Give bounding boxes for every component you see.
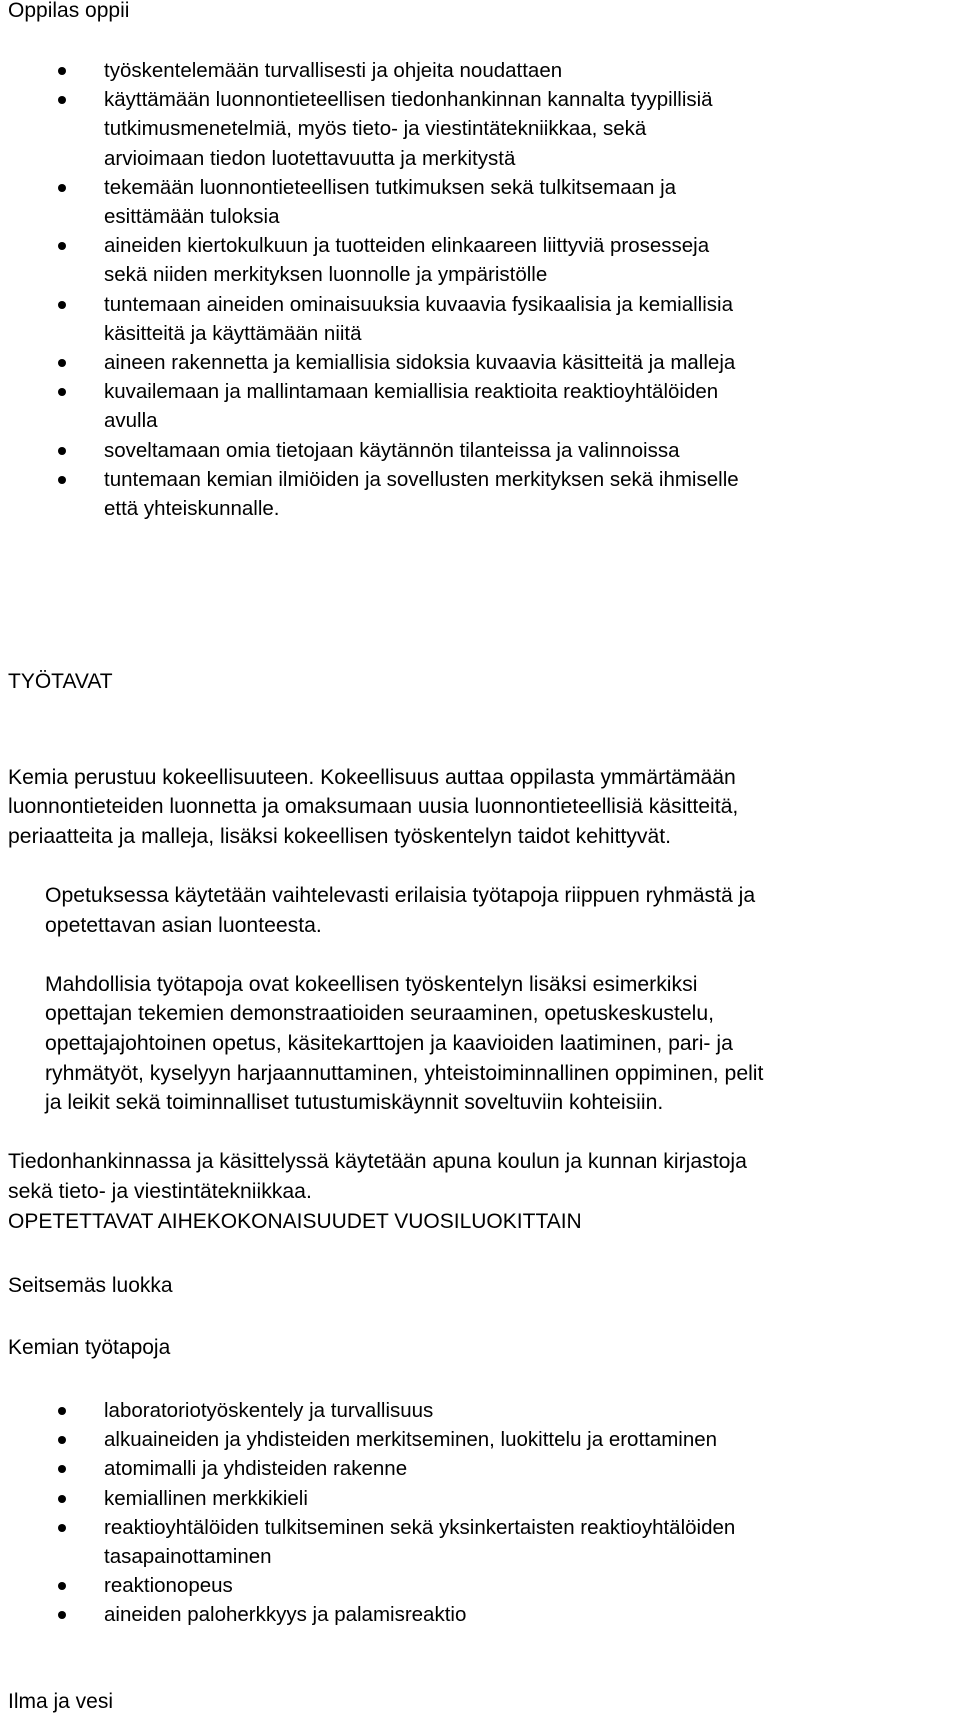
paragraph: Opetuksessa käytetään vaihtelevasti erilaisia työtapoja riippuen ryhmästä ja opetettavan asian luonteesta. xyxy=(45,883,756,937)
section-title-aihekokonaisuudet: OPETETTAVAT AIHEKOKONAISUUDET VUOSILUOKITTAIN xyxy=(8,1210,582,1233)
bullet-icon xyxy=(58,359,66,367)
bullet-icon xyxy=(58,447,66,455)
grade-heading: Seitsemäs luokka xyxy=(8,1274,173,1297)
bullet-icon xyxy=(58,301,66,309)
bullet-icon xyxy=(58,1611,66,1619)
section-title-oppilas-oppii: Oppilas oppii xyxy=(8,0,130,22)
paragraph: Mahdollisia työtapoja ovat kokeellisen työskentelyn lisäksi esimerkiksi opettajan tekemien demonstraatioiden seuraaminen, opetuskeskustelu, opettajajohtoinen opetus, käsitekarttojen ja kaavioiden laatiminen, pari- ja ryhmätyöt, kyselyyn harjaannuttaminen, yhteistoiminnallinen oppiminen, pelit ja leikit sekä toiminnalliset tutustumiskäynnit soveltuviin kohteisiin. xyxy=(45,972,764,1115)
list-item: laboratoriotyöskentely ja turvallisuus xyxy=(0,1396,960,1425)
list-item: käyttämään luonnontieteellisen tiedonhankinnan kannalta tyypillisiä tutkimusmenetelmiä, myös tieto- ja viestintätekniikkaa, sekä arvioimaan tiedon luotettavuutta ja merkitystä xyxy=(0,85,960,173)
bullet-icon xyxy=(58,1465,66,1473)
list-item: tekemään luonnontieteellisen tutkimuksen sekä tulkitsemaan ja esittämään tuloksia xyxy=(0,173,960,231)
list-item: tuntemaan aineiden ominaisuuksia kuvaavia fysikaalisia ja kemiallisia käsitteitä ja käyttämään niitä xyxy=(0,290,960,348)
section-title-tyotavat: TYÖTAVAT xyxy=(8,670,113,693)
list-item: aineiden kiertokulkuun ja tuotteiden elinkaareen liittyviä prosesseja sekä niiden merkityksen luonnolle ja ympäristölle xyxy=(0,231,960,289)
list-item: soveltamaan omia tietojaan käytännön tilanteissa ja valinnoissa xyxy=(0,436,960,465)
paragraph: Kemia perustuu kokeellisuuteen. Kokeellisuus auttaa oppilasta ymmärtämään luonnontieteiden luonnetta ja omaksumaan uusia luonnontieteellisiä käsitteitä, periaatteita ja malleja, lisäksi kokeellisen työskentelyn taidot kehittyvät. xyxy=(8,765,739,848)
paragraph: Tiedonhankinnassa ja käsittelyssä käytetään apuna koulun ja kunnan kirjastoja sekä tieto- ja viestintätekniikkaa. xyxy=(8,1150,747,1203)
list-item: reaktionopeus xyxy=(0,1571,960,1600)
topic-heading: Kemian työtapoja xyxy=(8,1336,171,1359)
bullet-icon xyxy=(58,184,66,192)
list-item: atomimalli ja yhdisteiden rakenne xyxy=(0,1454,960,1483)
list-item: alkuaineiden ja yhdisteiden merkitseminen, luokittelu ja erottaminen xyxy=(0,1425,960,1454)
bullet-icon xyxy=(58,1582,66,1590)
bullet-icon xyxy=(58,476,66,484)
bullet-icon xyxy=(58,1407,66,1415)
list-item: tuntemaan kemian ilmiöiden ja sovellusten merkityksen sekä ihmiselle että yhteiskunnalle. xyxy=(0,465,960,523)
list-item: työskentelemään turvallisesti ja ohjeita noudattaen xyxy=(0,56,960,85)
bullet-icon xyxy=(58,96,66,104)
topic-heading-ilma-ja-vesi: Ilma ja vesi xyxy=(8,1690,114,1713)
list-item: kuvailemaan ja mallintamaan kemiallisia reaktioita reaktioyhtälöiden avulla xyxy=(0,377,960,435)
tyotavat-body xyxy=(8,733,953,1236)
bullet-icon xyxy=(58,1524,66,1532)
topic-list xyxy=(0,1396,960,1630)
list-item: aineen rakennetta ja kemiallisia sidoksia kuvaavia käsitteitä ja malleja xyxy=(0,348,960,377)
list-item: aineiden paloherkkyys ja palamisreaktio xyxy=(0,1600,960,1629)
bullet-icon xyxy=(58,1495,66,1503)
bullet-icon xyxy=(58,388,66,396)
bullet-icon xyxy=(58,1436,66,1444)
learning-goals-list xyxy=(0,56,960,523)
bullet-icon xyxy=(58,67,66,75)
list-item: reaktioyhtälöiden tulkitseminen sekä yksinkertaisten reaktioyhtälöiden tasapainottaminen xyxy=(0,1513,960,1571)
list-item: kemiallinen merkkikieli xyxy=(0,1484,960,1513)
bullet-icon xyxy=(58,242,66,250)
